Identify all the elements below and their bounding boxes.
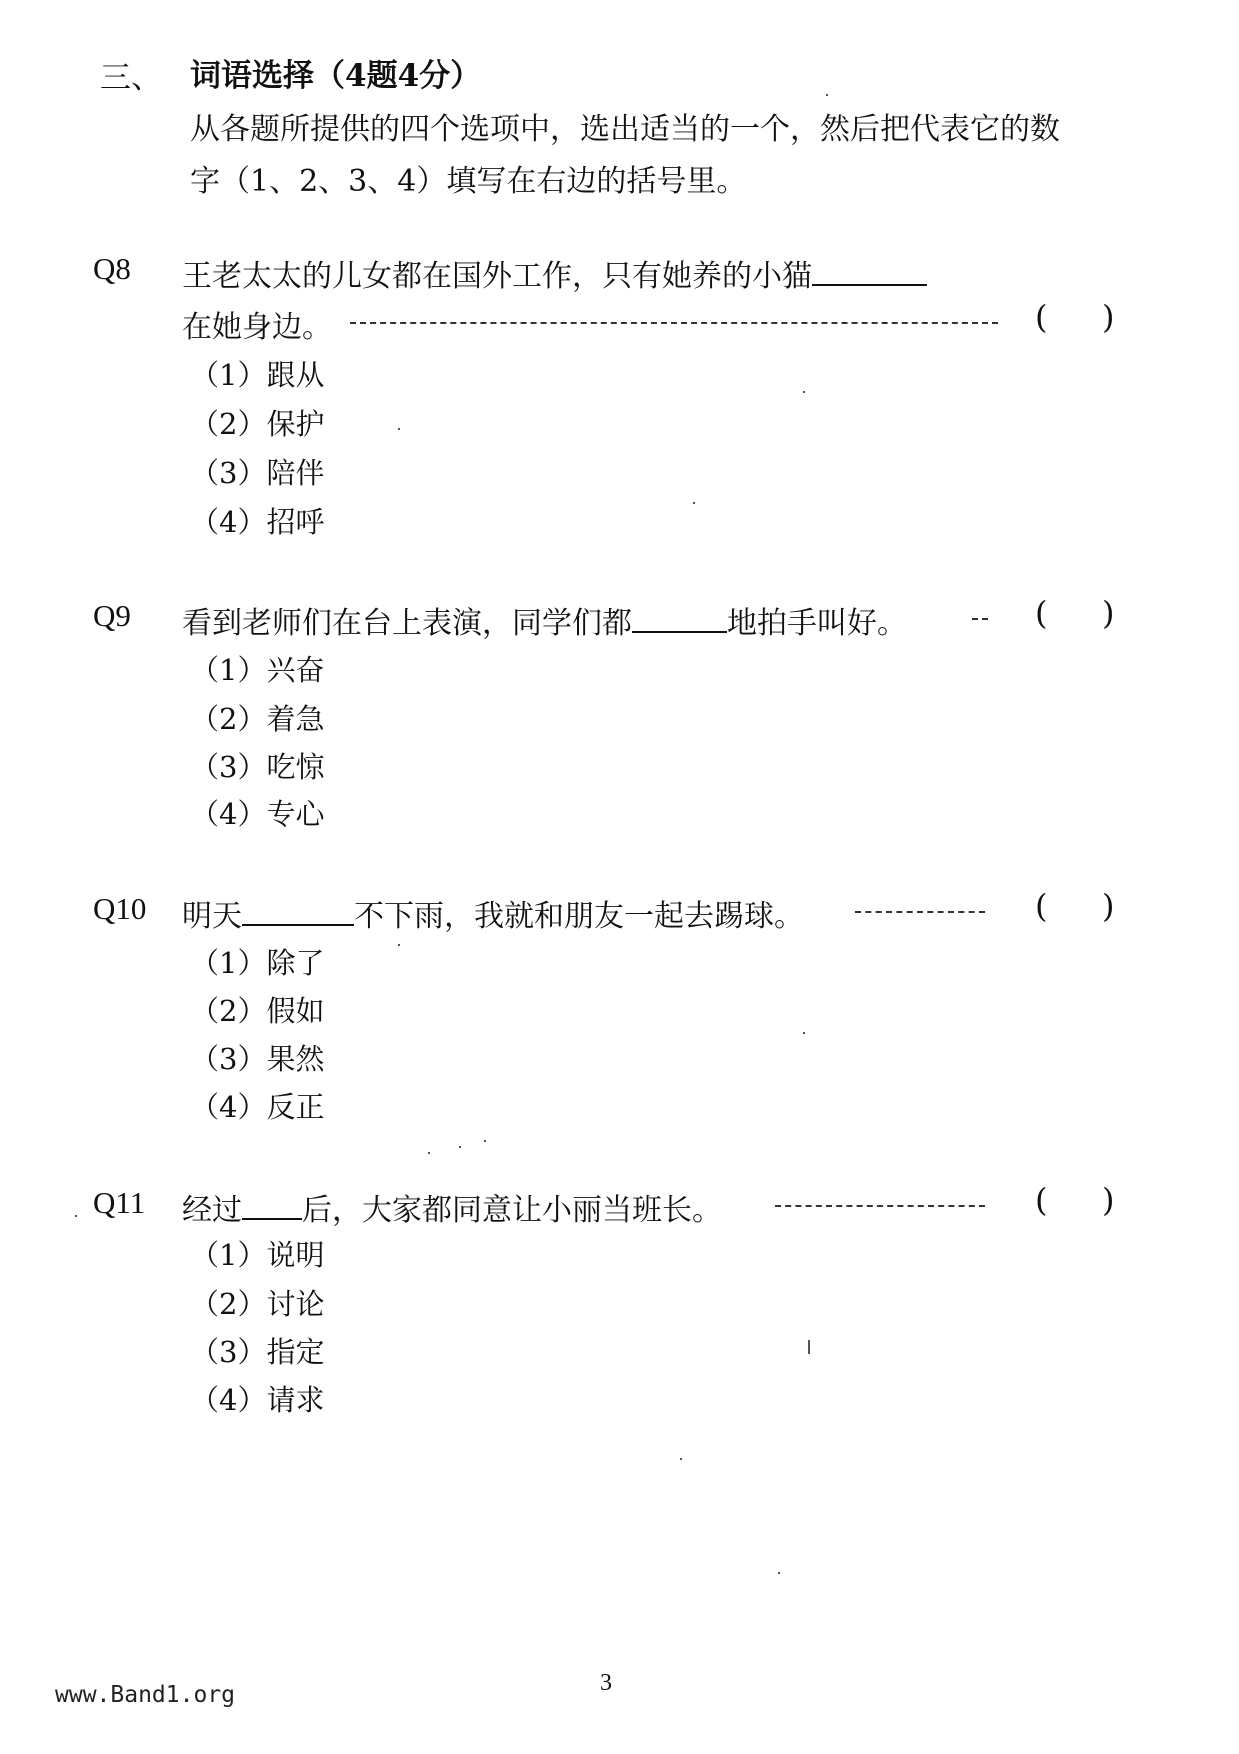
- page-number: 3: [600, 1670, 612, 1696]
- stem-text: 明天: [182, 899, 242, 934]
- instruction-line-1: 从各题所提供的四个选项中，选出适当的一个，然后把代表它的数: [190, 112, 1060, 147]
- option-3: （3）指定: [190, 1335, 325, 1369]
- question-label: Q11: [93, 1185, 146, 1220]
- scan-speck: [808, 1340, 810, 1354]
- option-2: （2）假如: [190, 994, 325, 1028]
- answer-paren-open: (: [1035, 298, 1048, 336]
- option-4: （4）专心: [190, 797, 325, 831]
- option-3: （3）吃惊: [190, 750, 325, 784]
- option-2: （2）讨论: [190, 1287, 325, 1321]
- footer-url: www.Band1.org: [55, 1682, 236, 1708]
- option-4: （4）反正: [190, 1090, 325, 1124]
- scan-speck: [459, 1146, 461, 1148]
- instruction-line-2: 字（1、2、3、4）填写在右边的括号里。: [190, 164, 747, 199]
- answer-blank: [242, 894, 354, 926]
- question-label: Q8: [93, 251, 131, 286]
- scan-speck: [398, 944, 400, 946]
- scan-speck: [398, 428, 400, 430]
- answer-paren-close: ): [1102, 594, 1115, 632]
- option-2: （2）着急: [190, 702, 325, 736]
- scan-speck: [428, 1152, 430, 1154]
- option-1: （1）跟从: [190, 358, 325, 392]
- answer-paren-open: (: [1035, 594, 1048, 632]
- scan-speck: [75, 1215, 77, 1217]
- leader-dashes: [350, 322, 998, 324]
- section-title: 词语选择（4题4分）: [190, 58, 482, 94]
- scan-speck: [680, 1458, 682, 1460]
- answer-paren-open: (: [1035, 887, 1048, 925]
- question-label: Q10: [93, 891, 147, 926]
- section-number: 三、: [100, 60, 162, 96]
- scan-speck: [803, 1032, 805, 1034]
- stem-text: 地拍手叫好。: [727, 606, 907, 641]
- answer-paren-close: ): [1102, 298, 1115, 336]
- stem-text: 看到老师们在台上表演，同学们都: [182, 606, 632, 641]
- stem-text: 经过: [182, 1193, 242, 1228]
- option-1: （1）兴奋: [190, 653, 325, 687]
- scan-speck: [778, 1572, 780, 1574]
- stem-text: 不下雨，我就和朋友一起去踢球。: [354, 899, 804, 934]
- question-stem: [182, 251, 927, 295]
- option-2: （2）保护: [190, 407, 325, 441]
- option-4: （4）招呼: [190, 505, 325, 539]
- scan-speck: [484, 1140, 486, 1142]
- answer-paren-close: ): [1102, 887, 1115, 925]
- question-label: Q9: [93, 598, 131, 633]
- question-stem: [182, 891, 804, 935]
- answer-blank: [242, 1188, 302, 1220]
- leader-dashes: [972, 618, 988, 620]
- stem-text-line-2: 在她身边。: [182, 310, 332, 345]
- scan-speck: [693, 502, 695, 504]
- answer-paren-open: (: [1035, 1181, 1048, 1219]
- question-stem: [182, 1185, 722, 1229]
- option-4: （4）请求: [190, 1383, 325, 1417]
- option-3: （3）陪伴: [190, 456, 325, 490]
- stem-text: 后，大家都同意让小丽当班长。: [302, 1193, 722, 1228]
- stem-text: 王老太太的儿女都在国外工作，只有她养的小猫: [182, 259, 812, 294]
- answer-blank: [632, 601, 727, 633]
- scan-speck: [803, 391, 805, 393]
- answer-blank: [812, 254, 927, 286]
- answer-paren-close: ): [1102, 1181, 1115, 1219]
- option-1: （1）说明: [190, 1238, 325, 1272]
- scan-speck: [826, 94, 828, 96]
- leader-dashes: [855, 911, 985, 913]
- leader-dashes: [775, 1205, 985, 1207]
- question-stem: [182, 598, 907, 642]
- option-3: （3）果然: [190, 1042, 325, 1076]
- option-1: （1）除了: [190, 946, 325, 980]
